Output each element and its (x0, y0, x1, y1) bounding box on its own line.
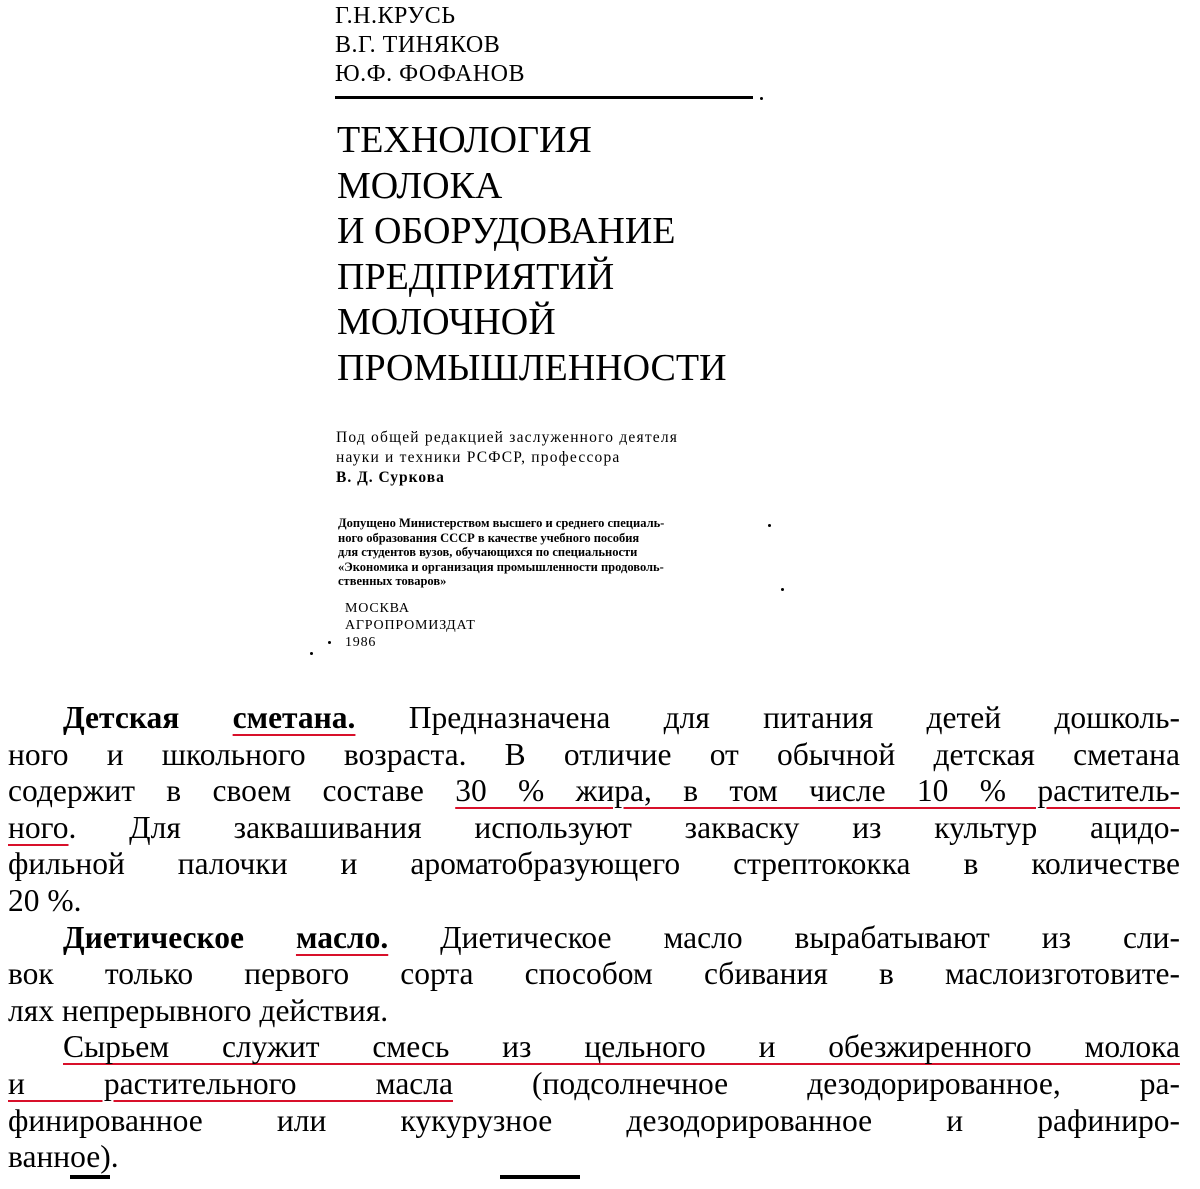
text-segment: Диетическое масло вырабатывают из сли- (440, 919, 1180, 955)
text-line: ванное). (8, 1139, 119, 1175)
author-2: В.Г. ТИНЯКОВ (335, 32, 501, 58)
underlined-subheading-word: сметана. (232, 700, 356, 735)
underlined-phrase: 30 % жира, в том числе 10 % раститель- (455, 773, 1180, 809)
title-line-2: МОЛОКА (337, 164, 503, 207)
book-title (337, 118, 727, 391)
text-segment: содержит в своем составе (8, 773, 424, 809)
subheading-word: Детская (63, 700, 180, 735)
approval-line-5: ственных товаров» (338, 574, 447, 588)
text-line (8, 773, 1180, 810)
approval-block (338, 516, 664, 589)
print-speck (328, 641, 331, 644)
imprint-publisher: АГРОПРОМИЗДАТ (345, 618, 476, 633)
title-divider (335, 96, 753, 99)
title-line-6: ПРОМЫШЛЕННОСТИ (337, 346, 727, 389)
text-line (8, 700, 1180, 737)
title-line-1: ТЕХНОЛОГИЯ (337, 119, 592, 161)
underlined-phrase: ного (8, 809, 69, 845)
text-segment: (подсолнечное дезодорированное, ра- (532, 1065, 1180, 1101)
imprint-year: 1986 (345, 635, 377, 650)
text-line (8, 1066, 1180, 1103)
text-line: 20 %. (8, 882, 82, 918)
text-line (8, 1029, 1180, 1066)
underlined-phrase: Сырьем служит смесь из цельного и обезжиренного молока (63, 1029, 1180, 1065)
text-line (8, 810, 1180, 847)
editor-block (336, 428, 678, 488)
text-line (8, 920, 1180, 957)
text-line: ного и школьного возраста. В отличие от обычной детская сметана (8, 736, 1180, 772)
print-speck (310, 652, 313, 655)
editor-name: В. Д. Суркова (336, 469, 445, 486)
title-line-3: И ОБОРУДОВАНИЕ (337, 210, 676, 252)
text-segment: . Для заквашивания используют закваску из культур ацидо- (68, 809, 1180, 845)
author-3: Ю.Ф. ФОФАНОВ (335, 61, 525, 87)
cropped-next-line (70, 1175, 590, 1189)
title-line-5: МОЛОЧНОЙ (337, 301, 556, 343)
text-line: лях непрерывного действия. (8, 992, 389, 1028)
approval-line-2: ного образования СССР в качестве учебного пособия (338, 530, 640, 545)
print-speck (760, 97, 763, 100)
title-line-4: ПРЕДПРИЯТИЙ (337, 255, 615, 298)
authors-block (335, 2, 525, 89)
text-line: фильной палочки и ароматобразующего стрептококка в количестве (8, 846, 1180, 882)
text-line: финированное или кукурузное дезодорированное и рафиниро- (8, 1102, 1180, 1138)
approval-line-3: для студентов вузов, обучающихся по специальности (338, 545, 638, 559)
print-speck (781, 588, 784, 591)
subheading-word: Диетическое (63, 919, 245, 955)
approval-line-4: «Экономика и организация промышленности продоволь- (338, 559, 664, 574)
imprint-block (345, 600, 476, 651)
underlined-phrase: и растительного масла (8, 1065, 453, 1101)
editor-line-1: Под общей редакцией заслуженного деятеля (336, 429, 679, 446)
imprint-city: МОСКВА (345, 601, 410, 616)
approval-line-1: Допущено Министерством высшего и среднего специаль- (338, 516, 665, 530)
editor-line-2: науки и техники РСФСР, профессора (336, 449, 621, 466)
author-1: Г.Н.КРУСЬ (335, 3, 456, 29)
underlined-subheading-word: масло. (295, 919, 389, 955)
text-excerpt (8, 700, 1180, 1176)
text-segment: Предназначена для питания детей дошколь- (408, 700, 1180, 735)
print-speck (768, 524, 771, 527)
text-line: вок только первого сорта способом сбивания в маслоизготовите- (8, 956, 1180, 992)
